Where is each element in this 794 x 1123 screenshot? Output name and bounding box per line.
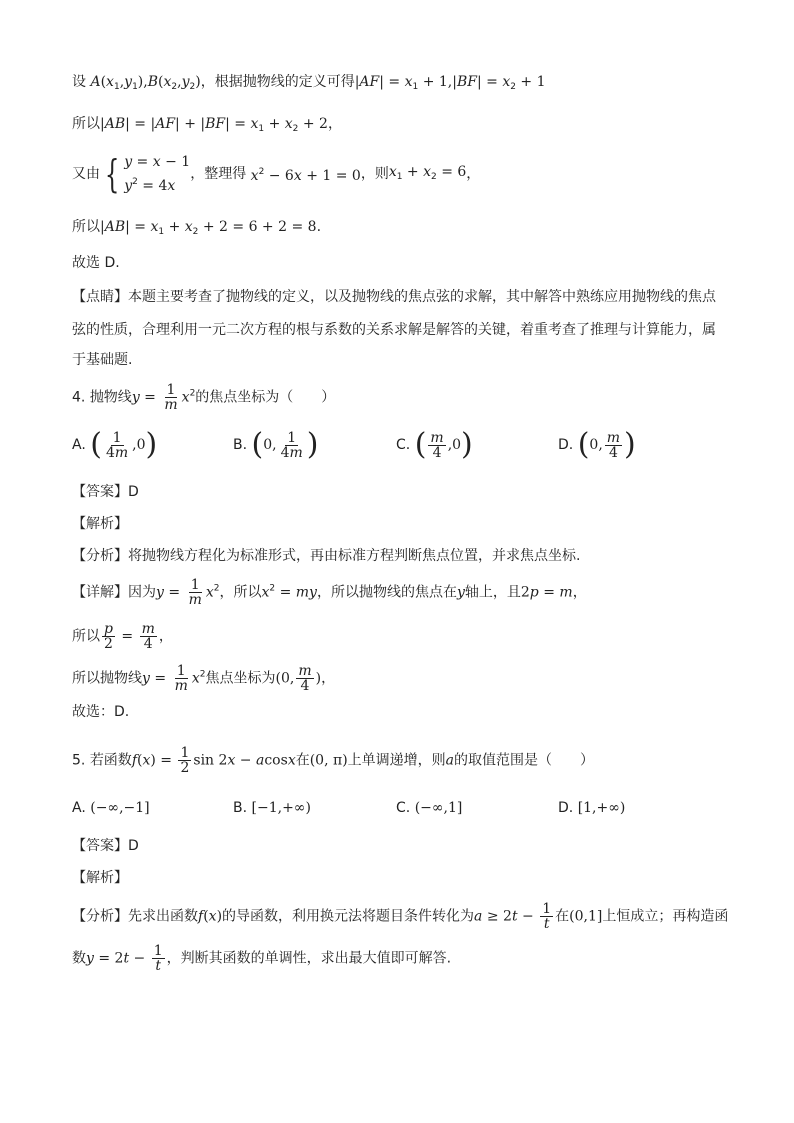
q5-option-c[interactable]: C. (−∞,1] xyxy=(396,800,463,816)
q5-option-b[interactable]: B. [−1,+∞) xyxy=(233,800,311,816)
comment-line-3: 于基础题. xyxy=(72,352,133,368)
line-3: 又由 { y = x − 1 $y^2 = 4x$ ，整理得 $x^2 - 6x + 1 = 0$，则$x_1 + x_2 = 6$， xyxy=(72,152,481,196)
answer-choice-line: 故选 D. xyxy=(72,255,120,271)
q4-analysis-heading: 【解析】 xyxy=(72,516,128,532)
q4-option-d[interactable]: D. (0, $\frac{m}{4}$ ) xyxy=(558,427,636,462)
comment-line-2: 弦的性质，合理利用一元二次方程的根与系数的关系求解是解答的关键，着重考查了推理与计算能力，属 xyxy=(72,322,716,338)
line-1: 设 $A(x_1,y_1),B(x_2,y_2)$，根据抛物线的定义可得$|AF| = x_1 + 1,|BF| = x_2 + 1$ xyxy=(72,74,546,92)
question-5-stem: 5. 若函数f(x) = $\frac{1}{2}$ sin 2x − acosx在(0, π)上单调递增，则a的取值范围是（ ） xyxy=(72,745,595,776)
q4-detail-line-1: 【详解】因为y = $\frac{1}{m}$ $x^2$，所以$x^2$ = my，所以抛物线的焦点在y轴上，且2p = m， xyxy=(72,577,587,608)
q5-analysis-heading: 【解析】 xyxy=(72,870,128,886)
comment-line-1: 【点睛】本题主要考查了抛物线的定义，以及抛物线的焦点弦的求解，其中解答中熟练应用抛物线的焦点 xyxy=(72,289,716,305)
q4-detail-line-2: 所以 $\frac{p}{2}$ = $\frac{m}{4}$ ， xyxy=(72,621,173,652)
q4-fenxi: 【分析】将抛物线方程化为标准形式，再由标准方程判断焦点位置，并求焦点坐标. xyxy=(72,548,581,564)
q4-option-c[interactable]: C. ( $\frac{m}{4}$ ,0) xyxy=(396,427,473,462)
line-4: 所以$|AB| = x_1 + x_2 + 2 = 6 + 2 = 8$. xyxy=(72,219,322,237)
q4-option-b[interactable]: B. (0, $\frac{1}{4m}$ ) xyxy=(233,427,319,462)
q4-answer: 【答案】D xyxy=(72,484,139,500)
q5-fenxi-line-2: 数y = 2t − $\frac{1}{t}$ ，判断其函数的单调性，求出最大值即可解答. xyxy=(72,943,452,974)
math-A-B: A xyxy=(90,74,101,90)
q5-fenxi-line-1: 【分析】先求出函数f(x)的导函数，利用换元法将题目条件转化为a ≥ 2t − $\frac{1}{t}$ 在(0,1]上恒成立；再构造函 xyxy=(72,901,729,932)
q4-end: 故选：D. xyxy=(72,704,130,720)
q4-option-a[interactable]: A. ( $\frac{1}{4m}$ ,0) xyxy=(72,427,158,462)
q4-detail-line-3: 所以抛物线y = $\frac{1}{m}$ $x^2$焦点坐标为(0, $\frac{m}{4}$ )， xyxy=(72,663,336,694)
question-4-stem: 4. 抛物线y = $\frac{1}{m}$ $x^2$的焦点坐标为（ ） xyxy=(72,382,336,413)
q5-option-a[interactable]: A. (−∞,−1] xyxy=(72,800,150,816)
q5-answer: 【答案】D xyxy=(72,838,139,854)
line-2: 所以$|AB| = |AF| + |BF| = x_1 + x_2 + 2$， xyxy=(72,116,342,134)
q5-option-d[interactable]: D. [1,+∞) xyxy=(558,800,626,816)
